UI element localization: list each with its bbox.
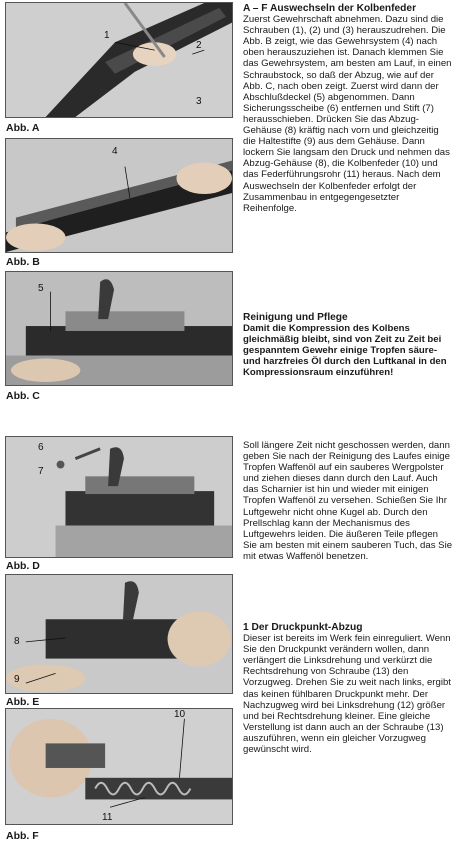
care-section [243, 312, 453, 379]
figure-d-caption: Abb. D [6, 560, 40, 572]
callout-7: 7 [38, 466, 44, 477]
care-heading: Reinigung und Pflege [243, 312, 348, 323]
callout-4: 4 [112, 146, 118, 157]
trigger-section [243, 622, 453, 755]
figure-f-photo [5, 708, 233, 825]
callout-9: 9 [14, 674, 20, 685]
trigger-body: Dieser ist bereits im Werk fein einreguliert. Wenn Sie den Druckpunkt verändern wollen, dann verlängert die Linksdrehung und verkürzt die Rechtsdrehung von Schraube (13) den Vorzugweg. Drehen Sie zu weit nach links, ergibt das keinen fühlbaren Druckpunkt mehr. Der Nachzugweg wird bei Linksdrehung (12) größer und bei Rechtsdrehung kleiner. Eine gleiche Verstellung ist dann auch an der Schraube (13) auszuführen, wenn ein gleicher Vorzugweg gewünscht wird. [243, 633, 451, 756]
spring-heading: A – F Auswechseln der Kolbenfeder [243, 3, 417, 14]
figure-e-photo [5, 574, 233, 694]
callout-3: 3 [196, 96, 202, 107]
care-body: Damit die Kompression des Kolbens gleichmäßig bleibt, sind von Zeit zu Zeit bei gespanntem Gewehr einige Tropfen säure- und harzfreies Öl durch den Luftkanal in den Kompressionsraum einzuführen! [243, 323, 447, 379]
callout-5: 5 [38, 283, 44, 294]
spring-replacement-section [243, 3, 453, 214]
callout-11: 11 [102, 812, 113, 823]
figure-c-caption: Abb. C [6, 390, 40, 402]
cleaning-body: Soll längere Zeit nicht geschossen werden, dann geben Sie nach der Reinigung des Laufes einige Tropfen Waffenöl auf ein sauberes Wergpolster und ziehen dieses dann durch den Lauf. Auch das Scharnier ist hin und wieder mit einigen Tropfen Waffenöl zu versehen. Schießen Sie Ihr Luftgewehr nicht ohne Kugel ab. Durch den Prellschlag kann der Mechanismus des Luftgewehrs leiden. Die äußeren Teile pflegen Sie am besten mit einem sauberen Tuch, das Sie mit etwas Waffenöl benetzen. [243, 440, 453, 562]
figure-a-caption: Abb. A [6, 122, 40, 134]
callout-1: 1 [104, 30, 110, 41]
figure-b-photo [5, 138, 233, 253]
callout-10: 10 [174, 709, 186, 720]
spring-body: Zuerst Gewehrschaft abnehmen. Dazu sind die Schrauben (1), (2) und (3) herauszudrehen. Die Abb. B zeigt, wie das Gewehrsystem (4) nach oben herauszuziehen ist. Danach klemmen Sie das Gewehrsystem, am besten am Lauf, in einen Schraubstock, so daß der Abzug, wie auf der Abb. C, nach oben zeigt. Zuerst wird dann der Abschlußdeckel (5) abgenommen. Dann Sicherungsscheibe (6) entfernen und Stift (7) herausschieben. Drücken Sie das Abzug-Gehäuse (8) kräftig nach vorn und gleichzeitig die Haltestifte (9) aus dem Gehäuse. Dann lockern Sie langsam den Druck und nehmen das Abzug-Gehäuse (8), die Kolbenfeder (10) und das Federführungsrohr (11) heraus. Nach dem Auswechseln der Kolbenfeder erfolgt der Zusammenbau in entgegengesetzter Reihenfolge. [243, 14, 452, 214]
figure-d-photo [5, 436, 233, 558]
figure-f-caption: Abb. F [6, 830, 39, 842]
trigger-heading: 1 Der Druckpunkt-Abzug [243, 622, 363, 633]
callout-8: 8 [14, 636, 20, 647]
figure-b-caption: Abb. B [6, 256, 40, 268]
figure-e-caption: Abb. E [6, 696, 40, 708]
callout-2: 2 [196, 40, 202, 51]
cleaning-section [243, 440, 453, 562]
callout-6: 6 [38, 442, 44, 453]
